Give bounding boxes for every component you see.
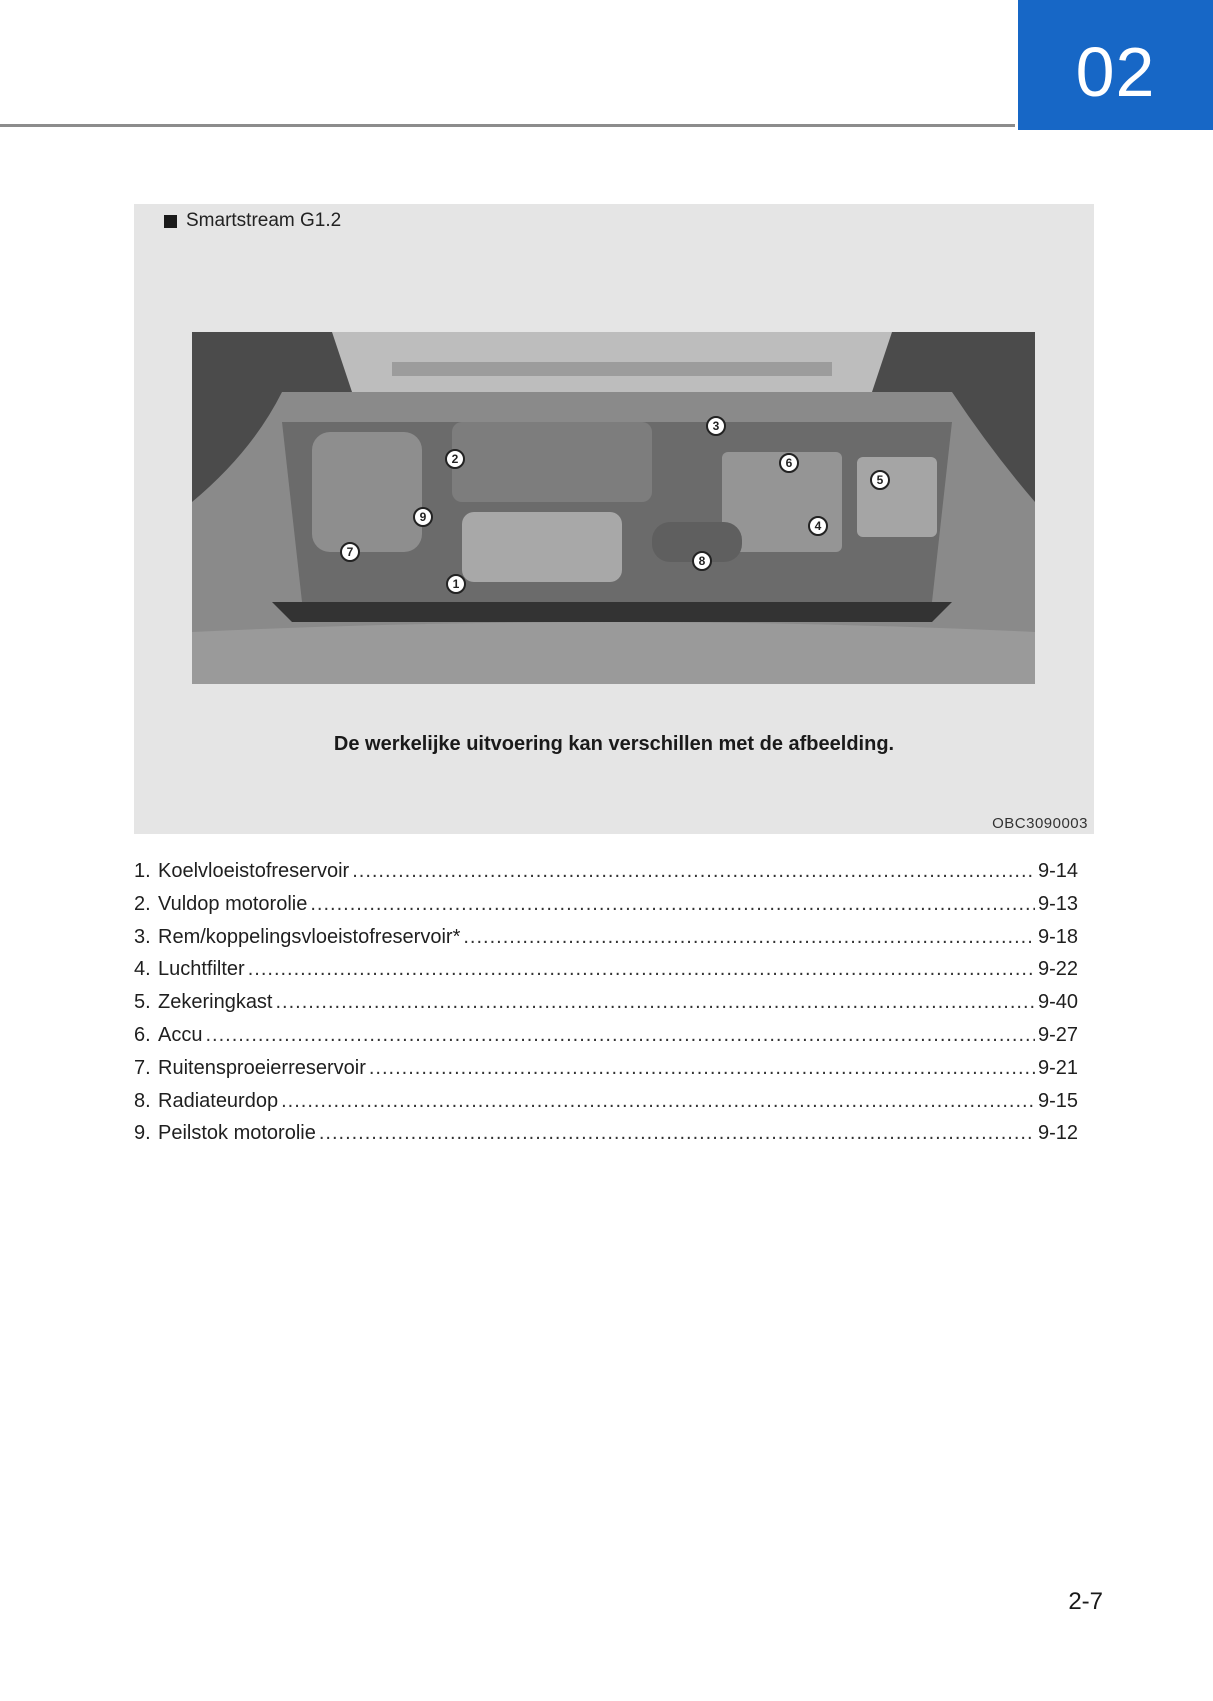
list-item — [134, 893, 1078, 926]
square-bullet-icon — [164, 215, 177, 228]
item-number: 3. — [134, 925, 151, 948]
list-item — [134, 1057, 1078, 1090]
item-page-ref: 9-13 — [1037, 892, 1078, 915]
figure-code: OBC3090003 — [992, 815, 1088, 832]
component-list — [134, 860, 1078, 1155]
item-number: 6. — [134, 1023, 151, 1046]
item-number: 4. — [134, 958, 151, 981]
chapter-tab — [1018, 0, 1213, 130]
chapter-number: 02 — [1075, 33, 1156, 111]
callout-3: 3 — [712, 419, 720, 433]
callout-6: 6 — [785, 456, 793, 470]
item-label: Accu — [158, 1023, 203, 1046]
list-item — [134, 991, 1078, 1024]
dot-leader — [281, 1090, 1035, 1113]
callout-2: 2 — [451, 452, 459, 466]
dot-leader — [319, 1122, 1035, 1145]
engine-bay-illustration — [192, 332, 1035, 684]
dot-leader — [310, 893, 1035, 916]
item-label: Koelvloeistofreservoir — [158, 860, 350, 882]
callout-8: 8 — [698, 554, 706, 568]
item-page-ref: 9-22 — [1037, 958, 1078, 981]
item-page-ref: 9-27 — [1037, 1023, 1078, 1046]
dot-leader — [205, 1024, 1035, 1047]
dot-leader — [463, 926, 1035, 949]
item-page-ref: 9-15 — [1037, 1089, 1078, 1112]
dot-leader — [369, 1057, 1035, 1080]
callout-5: 5 — [876, 473, 884, 487]
callout-4: 4 — [814, 519, 822, 533]
item-page-ref: 9-14 — [1037, 860, 1078, 882]
dot-leader — [248, 958, 1035, 981]
callout-7: 7 — [346, 545, 354, 559]
item-number: 9. — [134, 1122, 151, 1145]
item-number: 5. — [134, 991, 151, 1014]
item-label: Radiateurdop — [158, 1089, 279, 1112]
dot-leader — [276, 991, 1035, 1014]
item-page-ref: 9-12 — [1037, 1122, 1078, 1145]
header-rule — [0, 124, 1015, 127]
item-number: 7. — [134, 1056, 151, 1079]
callout-9: 9 — [419, 510, 427, 524]
list-item — [134, 1122, 1078, 1155]
list-item — [134, 958, 1078, 991]
item-page-ref: 9-21 — [1037, 1056, 1078, 1079]
item-label: Vuldop motorolie — [158, 892, 308, 915]
item-page-ref: 9-40 — [1037, 991, 1078, 1014]
item-number: 8. — [134, 1089, 151, 1112]
figure-disclaimer: De werkelijke uitvoering kan verschillen met de afbeelding. — [333, 733, 895, 755]
figure-label — [164, 210, 341, 232]
item-label: Luchtfilter — [158, 958, 245, 981]
engine-bay-drawing — [192, 332, 1035, 684]
item-label: Ruitensproeierreservoir — [158, 1056, 366, 1079]
item-label: Peilstok motorolie — [158, 1122, 316, 1145]
figure-label-text: Smartstream G1.2 — [186, 210, 342, 231]
list-item — [134, 1090, 1078, 1123]
list-item — [134, 926, 1078, 959]
item-number: 1. — [134, 860, 151, 882]
list-item — [134, 1024, 1078, 1057]
item-number: 2. — [134, 892, 151, 915]
item-label: Zekeringkast — [158, 991, 273, 1014]
item-page-ref: 9-18 — [1037, 925, 1078, 948]
figure-panel — [134, 204, 1094, 834]
callout-1: 1 — [452, 577, 460, 591]
dot-leader — [352, 860, 1035, 883]
page-number: 2-7 — [1068, 1588, 1103, 1615]
list-item — [134, 860, 1078, 893]
item-label: Rem/koppelingsvloeistofreservoir* — [158, 925, 461, 948]
